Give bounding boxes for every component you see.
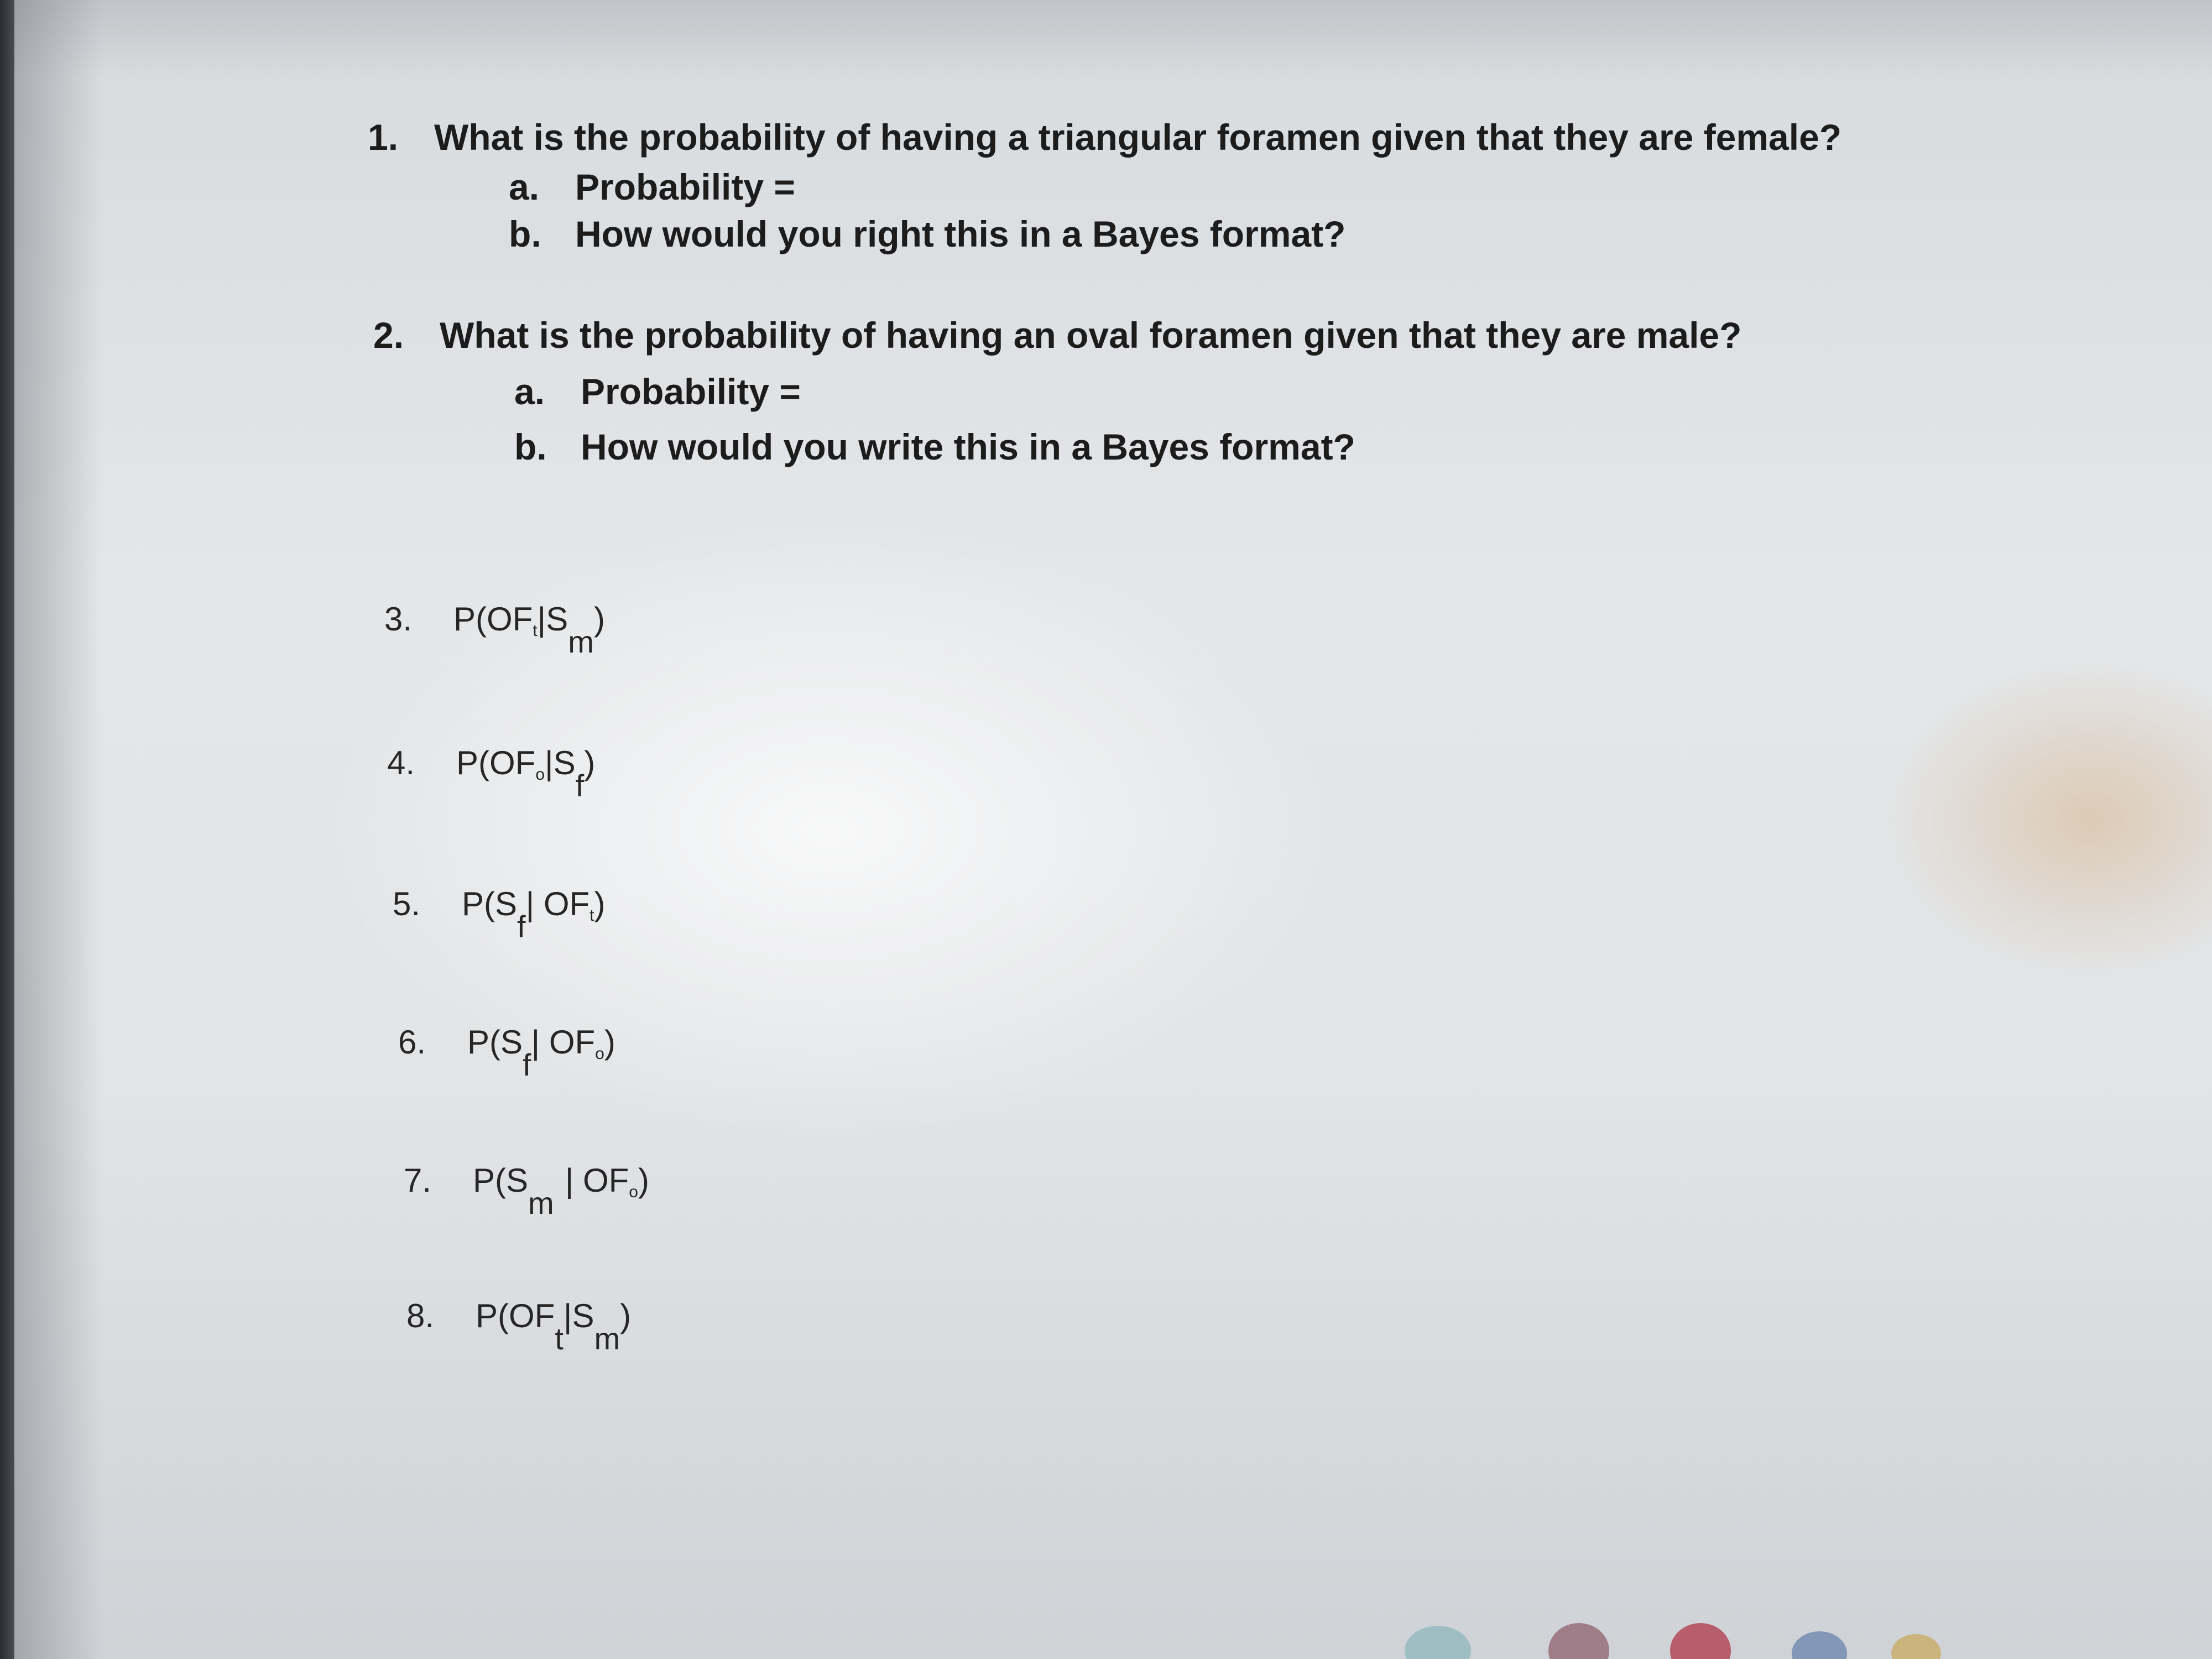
expression-subscript: o [595,1045,604,1063]
expression-subscript: o [629,1183,638,1201]
question-1-part-a [509,166,795,208]
expression-prefix: P(S [473,1162,529,1199]
expression-8 [406,1297,632,1356]
part-text: How would you write this in a Bayes format? [581,426,1355,467]
question-1-part-b [509,213,1345,255]
part-text: Probability = [581,371,801,412]
expression-prefix: P(OF [456,744,536,781]
question-text: What is the probability of having a triangular foramen given that they are female? [434,117,1842,158]
question-number: 2. [373,315,404,356]
question-2-part-b [514,426,1355,468]
expression-subscript: t [533,622,538,640]
part-letter: a. [509,166,540,207]
expression-7 [404,1161,649,1220]
expression-prefix: P(OF [453,601,533,638]
expression-5 [393,885,606,944]
question-text: What is the probability of having an oval foramen given that they are male? [440,315,1742,356]
expression-number: 4. [387,744,415,781]
part-text: How would you right this in a Bayes format? [575,213,1346,254]
expression-condition: |S [537,601,568,638]
expression-subscript: f [575,768,585,803]
expression-6 [398,1023,615,1082]
expression-close: ) [584,744,596,781]
expression-subscript: m [568,624,594,659]
expression-close: ) [638,1162,649,1199]
expression-subscript: t [589,906,594,925]
expression-number: 7. [404,1162,432,1199]
expression-close: ) [593,601,605,638]
expression-prefix: P(S [462,885,518,922]
expression-subscript: t [555,1321,564,1356]
expression-condition: |S [563,1297,594,1334]
expression-condition: |S [545,744,576,781]
part-letter: b. [509,213,541,254]
expression-number: 3. [384,601,413,638]
part-letter: b. [514,426,547,467]
expression-number: 8. [406,1297,435,1334]
expression-close: ) [620,1297,632,1334]
expression-condition: | OF [565,1162,629,1199]
expression-close: ) [604,1024,615,1061]
expression-number: 6. [398,1024,426,1061]
expression-number: 5. [393,885,421,922]
expression-condition: | OF [525,885,590,922]
expression-condition: | OF [531,1024,596,1061]
expression-4 [387,744,596,803]
expression-close: ) [594,885,606,922]
expression-subscript: m [528,1186,554,1220]
expression-subscript: o [535,765,545,784]
expression-3 [384,600,605,659]
expression-subscript: f [517,909,526,944]
expression-subscript: f [523,1047,531,1082]
part-text: Probability = [575,166,795,207]
question-2 [373,314,1741,356]
question-1 [368,116,1841,158]
part-letter: a. [514,371,545,412]
expression-prefix: P(S [467,1024,523,1061]
question-number: 1. [368,117,399,158]
question-2-part-a [514,371,801,413]
expression-subscript: m [594,1321,620,1356]
expression-prefix: P(OF [476,1297,555,1334]
